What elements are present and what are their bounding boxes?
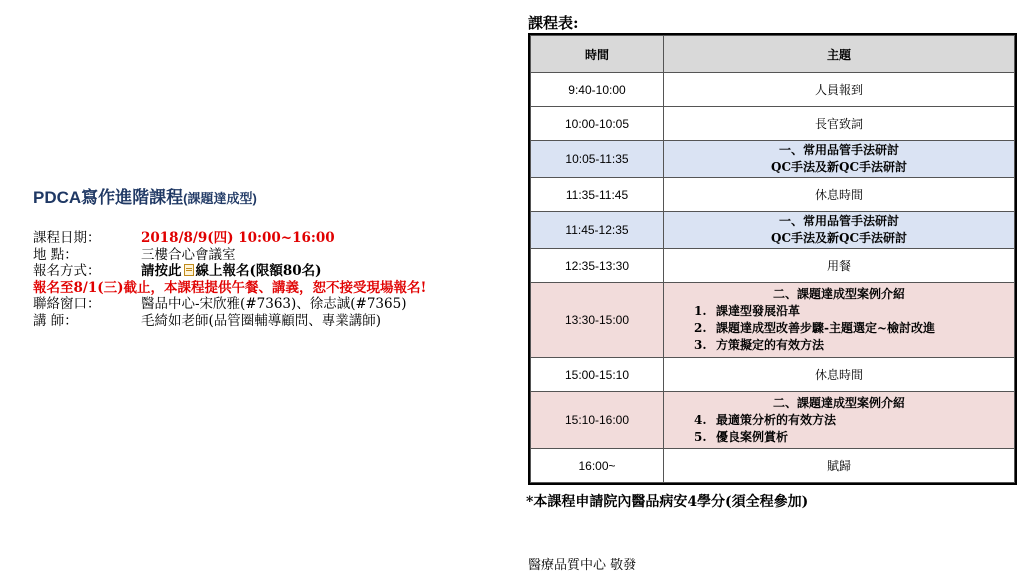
lecturer-label: 講 師：	[33, 312, 78, 329]
case-header: 二、課題達成型案例介紹	[772, 287, 905, 301]
row-topic: 用餐	[664, 249, 1015, 283]
signup-link-text[interactable]: 請按此	[141, 263, 182, 279]
place-row	[33, 247, 523, 264]
list-item	[694, 429, 1014, 446]
table-row	[531, 249, 1015, 283]
table-row	[531, 178, 1015, 212]
row-topic	[664, 283, 1015, 358]
table-row	[531, 449, 1015, 483]
date-value: 2018/8/9(四) 10:00~16:00	[141, 230, 335, 246]
row-topic: 休息時間	[664, 358, 1015, 392]
row-time: 15:10-16:00	[531, 392, 664, 449]
list-item-text: 方策擬定的有效方法	[716, 338, 825, 352]
row-topic	[664, 212, 1015, 249]
table-row	[531, 73, 1015, 107]
contact-row	[33, 296, 523, 313]
course-title-sub: (課題達成型)	[183, 191, 257, 206]
table-row	[531, 212, 1015, 249]
table-row	[531, 141, 1015, 178]
signup-link-suffix: 線上報名(限額80名)	[195, 263, 322, 279]
signup-label: 報名方式：	[33, 263, 101, 279]
table-row	[531, 107, 1015, 141]
row-topic: 長官致詞	[664, 107, 1015, 141]
row-topic	[664, 141, 1015, 178]
deadline-notice: 報名至8/1(三)截止，本課程提供午餐、講義，恕不接受現場報名!	[33, 279, 427, 296]
course-info	[33, 183, 523, 329]
row-time: 10:00-10:05	[531, 107, 664, 141]
list-item	[694, 303, 1014, 320]
list-item-text: 課題達成型改善步驟-主題選定~檢討改進	[716, 321, 936, 335]
row-time: 13:30-15:00	[531, 283, 664, 358]
row-topic	[664, 392, 1015, 449]
table-row	[531, 358, 1015, 392]
schedule-title: 課程表:	[528, 14, 579, 32]
course-title	[33, 183, 523, 208]
contact-value: 醫品中心-宋欣雅(#7363)、徐志誠(#7365)	[141, 296, 407, 312]
list-item-num: 5.	[694, 429, 707, 444]
date-row	[33, 230, 523, 247]
row-time: 16:00~	[531, 449, 664, 483]
document-icon[interactable]	[184, 264, 194, 276]
row-time: 9:40-10:00	[531, 73, 664, 107]
table-row	[531, 392, 1015, 449]
list-item-text: 最適策分析的有效方法	[716, 412, 837, 427]
credit-note: *本課程申請院內醫品病安4學分(須全程參加)	[526, 494, 809, 510]
course-title-main: PDCA寫作進階課程	[33, 188, 184, 207]
list-item	[694, 412, 1014, 429]
list-item-num: 3.	[694, 338, 707, 352]
place-value: 三樓合心會議室	[141, 246, 236, 263]
signup-link[interactable]	[141, 263, 322, 280]
topic-line: 一、常用品管手法研討	[778, 214, 899, 228]
date-label: 課程日期：	[33, 230, 101, 246]
list-item-num: 4.	[694, 412, 707, 427]
list-item-num: 1.	[694, 304, 707, 318]
contact-label: 聯絡窗口：	[33, 296, 101, 312]
col-topic-header: 主題	[664, 36, 1015, 73]
topic-line: QC手法及新QC手法研討	[770, 160, 907, 174]
topic-line: 一、常用品管手法研討	[778, 143, 899, 157]
list-item	[694, 337, 1014, 354]
signup-row	[33, 263, 523, 280]
row-time: 15:00-15:10	[531, 358, 664, 392]
place-label: 地 點：	[33, 246, 78, 263]
row-topic: 休息時間	[664, 178, 1015, 212]
list-item-text: 優良案例賞析	[716, 429, 789, 444]
case-header: 二、課題達成型案例介紹	[772, 395, 905, 410]
topic-line: QC手法及新QC手法研討	[770, 231, 907, 245]
list-item	[694, 320, 1014, 337]
col-time-header: 時間	[531, 36, 664, 73]
row-time: 11:35-11:45	[531, 178, 664, 212]
signature: 醫療品質中心 敬發	[528, 558, 637, 573]
row-time: 12:35-13:30	[531, 249, 664, 283]
row-topic: 賦歸	[664, 449, 1015, 483]
lecturer-row	[33, 313, 523, 330]
row-time: 10:05-11:35	[531, 141, 664, 178]
list-item-num: 2.	[694, 321, 707, 335]
schedule-table	[528, 33, 1017, 485]
row-time: 11:45-12:35	[531, 212, 664, 249]
row-topic: 人員報到	[664, 73, 1015, 107]
list-item-text: 課達型發展沿革	[716, 304, 801, 318]
lecturer-value: 毛綺如老師(品管圈輔導顧問、專業講師)	[141, 312, 382, 329]
table-header-row	[531, 36, 1015, 73]
table-row	[531, 283, 1015, 358]
